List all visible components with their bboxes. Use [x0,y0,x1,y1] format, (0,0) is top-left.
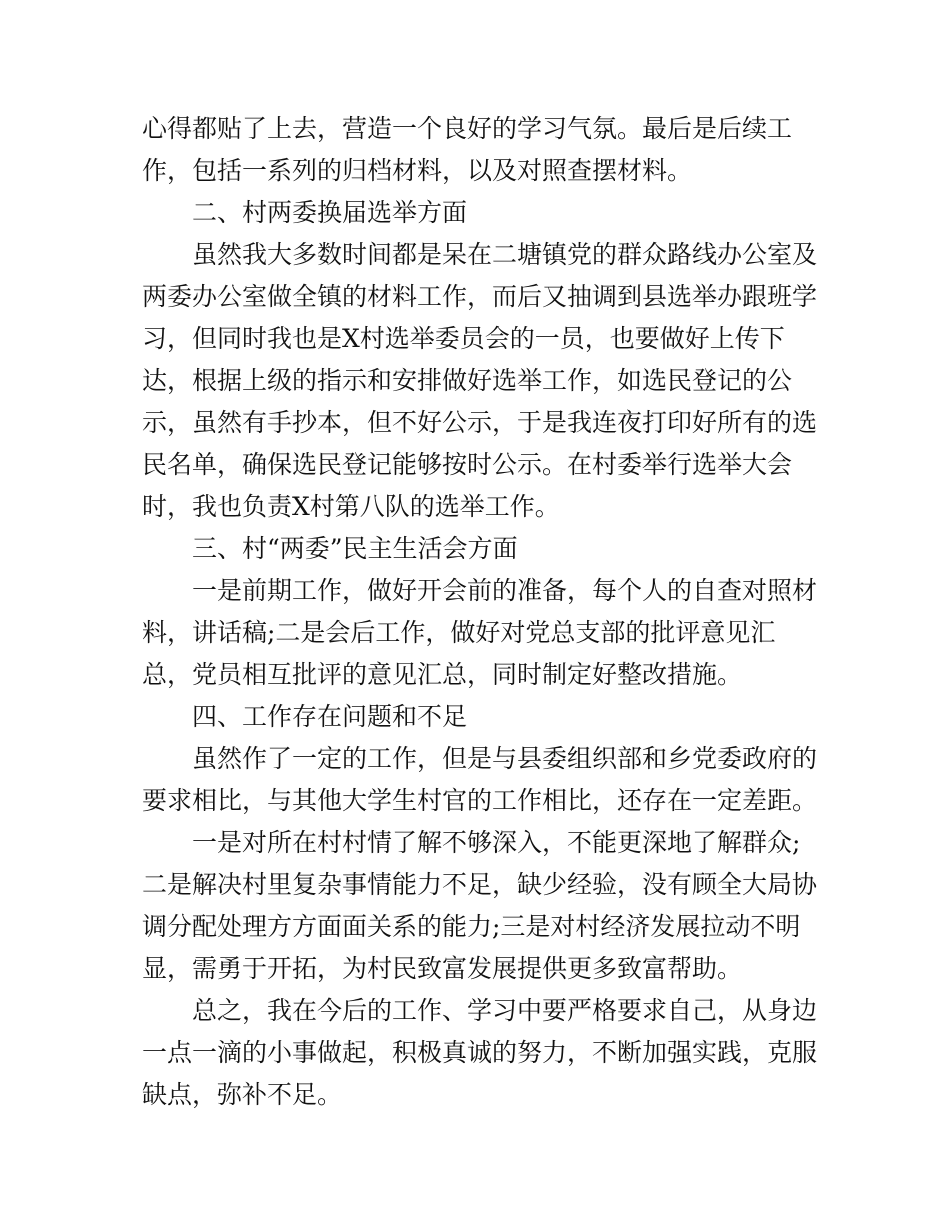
text-line: 两委办公室做全镇的材料工作，而后又抽调到县选举办跟班学 [142,282,818,311]
section-heading: 三、村“两委”民主生活会方面 [192,534,518,563]
text-line: 虽然作了一定的工作，但是与县委组织部和乡党委政府的 [192,744,818,773]
text-line: 一点一滴的小事做起，积极真诚的努力，不断加强实践，克服 [142,1038,818,1067]
text-line: 心得都贴了上去，营造一个良好的学习气氛。最后是后续工 [142,114,793,143]
text-line: 一是对所在村村情了解不够深入，不能更深地了解群众; [192,828,801,857]
text-line: 显，需勇于开拓，为村民致富发展提供更多致富帮助。 [142,954,743,983]
text-line: 时，我也负责X村第八队的选举工作。 [142,492,560,521]
text-line: 总，党员相互批评的意见汇总，同时制定好整改措施。 [142,660,743,689]
text-line: 示，虽然有手抄本，但不好公示，于是我连夜打印好所有的选 [142,408,818,437]
text-line: 达，根据上级的指示和安排做好选举工作，如选民登记的公 [142,366,793,395]
text-line: 缺点，弥补不足。 [142,1080,343,1109]
text-line: 料，讲话稿;二是会后工作，做好对党总支部的批评意见汇 [142,618,776,647]
text-line: 一是前期工作，做好开会前的准备，每个人的自查对照材 [192,576,818,605]
text-line: 虽然我大多数时间都是呆在二塘镇党的群众路线办公室及 [192,240,818,269]
text-line: 总之，我在今后的工作、学习中要严格要求自己，从身边 [192,996,818,1025]
section-heading: 四、工作存在问题和不足 [192,702,468,731]
text-line: 二是解决村里复杂事情能力不足，缺少经验，没有顾全大局协 [142,870,818,899]
text-line: 要求相比，与其他大学生村官的工作相比，还存在一定差距。 [142,786,818,815]
text-line: 调分配处理方方面面关系的能力;三是对村经济发展拉动不明 [142,912,801,941]
text-line: 民名单，确保选民登记能够按时公示。在村委举行选举大会 [142,450,793,479]
text-line: 作，包括一系列的归档材料，以及对照查摆材料。 [142,156,693,185]
document-body [142,108,822,1116]
section-heading: 二、村两委换届选举方面 [192,198,468,227]
text-line: 习，但同时我也是X村选举委员会的一员，也要做好上传下 [142,324,785,353]
